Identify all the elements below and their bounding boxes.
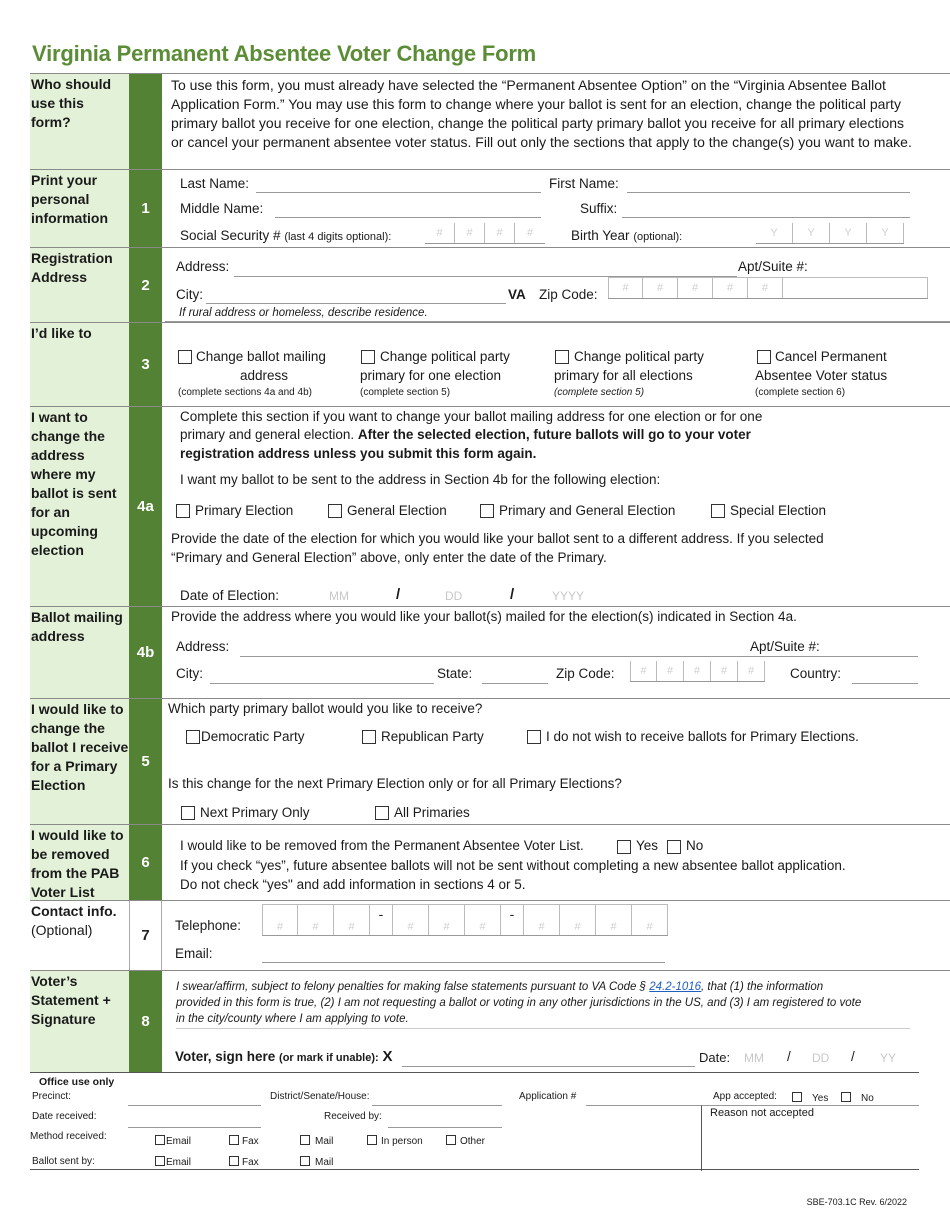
zip-input[interactable]: # # # # # xyxy=(630,661,765,682)
office-use-box xyxy=(30,1072,919,1170)
method-mail-checkbox[interactable] xyxy=(300,1135,310,1145)
remove-no-label: No xyxy=(686,838,704,853)
date-received-label: Date received: xyxy=(32,1111,97,1122)
precinct-input[interactable] xyxy=(128,1105,261,1106)
date-received-input[interactable] xyxy=(128,1127,261,1128)
suffix-input[interactable] xyxy=(622,217,910,218)
section-number: 8 xyxy=(129,971,162,1072)
section-number: 3 xyxy=(129,323,162,406)
district-input[interactable] xyxy=(372,1105,502,1106)
section-5 xyxy=(30,698,950,824)
method-email-label: Email xyxy=(166,1136,192,1147)
want-text: I want my ballot to be sent to the address in Section 4b for the following election: xyxy=(180,472,661,487)
email-input[interactable] xyxy=(262,962,665,963)
section-label: I’d like to xyxy=(30,323,129,406)
city-label: City: xyxy=(176,287,203,302)
last-name-input[interactable] xyxy=(256,192,541,193)
sent-email-label: Email xyxy=(166,1157,192,1168)
date-slash-2: / xyxy=(510,586,515,603)
opt2-text: Change political party xyxy=(380,349,510,364)
city-label: City: xyxy=(176,666,203,681)
birth-year-input[interactable]: Y Y Y Y xyxy=(756,223,904,244)
change-party-all-checkbox[interactable] xyxy=(555,350,569,364)
address-label: Address: xyxy=(176,639,230,654)
oath-divider xyxy=(176,1028,910,1029)
first-name-label: First Name: xyxy=(549,176,619,191)
opt3-note: (complete section 5) xyxy=(554,387,645,398)
change-party-one-checkbox[interactable] xyxy=(361,350,375,364)
ssn-label: Social Security # xyxy=(180,228,281,243)
sign-date-label: Date: xyxy=(699,1050,731,1065)
sign-slash-1: / xyxy=(787,1049,791,1064)
birth-year-label: Birth Year xyxy=(571,228,630,243)
section-label: Contact info. (Optional) xyxy=(30,901,129,970)
app-accepted-label: App accepted: xyxy=(713,1091,777,1102)
section-8 xyxy=(30,970,950,1072)
opt1-note: (complete sections 4a and 4b) xyxy=(178,387,312,398)
precinct-label: Precinct: xyxy=(32,1091,71,1102)
form-id-footer: SBE-703.1C Rev. 6/2022 xyxy=(806,1197,907,1207)
section-4b xyxy=(30,606,950,698)
date-slash-1: / xyxy=(396,586,401,603)
sign-month-input[interactable]: MM xyxy=(744,1051,764,1065)
democratic-label: Democratic Party xyxy=(201,729,305,744)
remove-text: I would like to be removed from the Permanent Absentee Voter List. xyxy=(180,838,584,853)
accepted-yes-label: Yes xyxy=(812,1093,829,1104)
application-num-label: Application # xyxy=(519,1091,577,1102)
method-in-person-label: In person xyxy=(381,1136,423,1147)
address-label: Address: xyxy=(176,259,230,274)
special-election-checkbox[interactable] xyxy=(711,504,725,518)
section-4a xyxy=(30,406,950,606)
month-input[interactable]: MM xyxy=(329,589,349,603)
country-label: Country: xyxy=(790,666,842,681)
sign-note: (or mark if unable): xyxy=(279,1052,379,1064)
sign-x: X xyxy=(382,1048,393,1065)
first-name-input[interactable] xyxy=(627,192,910,193)
next-primary-checkbox[interactable] xyxy=(181,806,195,820)
opt4-note: (complete section 6) xyxy=(755,387,846,398)
sign-label: Voter, sign here xyxy=(175,1049,276,1064)
intro-line-2: primary and general election. xyxy=(180,427,358,442)
city-input[interactable] xyxy=(206,303,506,304)
section-2 xyxy=(30,247,950,322)
who-description: To use this form, you must already have selected the “Permanent Absentee Option” on the “Virginia Absentee Ballot Application Form.” You may use this form to change where your ballot is sent for an election, change the political party primary ballot you receive for one election, change the political party primary ballot you receive for all primary elections or cancel your permanent absentee voter status. Fill out only the sections that apply to the change(s) you want to make. xyxy=(171,77,912,150)
method-mail-label: Mail xyxy=(315,1136,334,1147)
country-input[interactable] xyxy=(852,683,918,684)
received-by-label: Received by: xyxy=(324,1111,382,1122)
section-label: I would like to change the ballot I receive for a Primary Election xyxy=(30,699,129,824)
section-label: Print your personal information xyxy=(30,170,129,247)
opt2-note: (complete section 5) xyxy=(360,387,451,398)
telephone-input[interactable]: # # # - # # # - # # # # xyxy=(262,904,668,936)
oath-line-3: in the city/county where I am applying to vote. xyxy=(176,1013,409,1025)
provide-line-1: Provide the date of the election for which you would like your ballot sent to a different address. If you selected xyxy=(171,531,824,546)
ballot-sent-label: Ballot sent by: xyxy=(32,1156,95,1167)
ssn-input[interactable]: # # # # xyxy=(425,223,545,244)
section-number: 2 xyxy=(129,248,162,322)
zip-label: Zip Code: xyxy=(556,666,615,681)
application-num-input[interactable] xyxy=(586,1105,701,1106)
section-label: I would like to be removed from the PAB Voter List xyxy=(30,825,129,900)
all-primaries-label: All Primaries xyxy=(394,805,470,820)
middle-name-input[interactable] xyxy=(275,217,541,218)
general-election-label: General Election xyxy=(347,503,447,518)
day-input[interactable]: DD xyxy=(445,589,463,603)
section-number: 4b xyxy=(129,607,162,698)
section-label: Ballot mailing address xyxy=(30,607,129,698)
provide-line-2: “Primary and General Election” above, only enter the date of the Primary. xyxy=(171,550,607,565)
republican-label: Republican Party xyxy=(381,729,484,744)
telephone-label: Telephone: xyxy=(175,918,242,933)
section-number: 4a xyxy=(129,407,162,606)
oath-line-1: I swear/affirm, subject to felony penalties for making false statements pursuant to VA Code § 24.2-1016, that (1) the information xyxy=(176,981,824,993)
state-value: VA xyxy=(508,287,526,302)
remove-no-checkbox[interactable] xyxy=(667,840,681,854)
next-primary-label: Next Primary Only xyxy=(200,805,310,820)
apt-label: Apt/Suite #: xyxy=(750,639,820,654)
district-label: District/Senate/House: xyxy=(270,1091,370,1102)
primary-general-label: Primary and General Election xyxy=(499,503,676,518)
sent-mail-label: Mail xyxy=(315,1157,334,1168)
intro-line-1: Complete this section if you want to change your ballot mailing address for one election or for one xyxy=(180,409,763,424)
reason-label: Reason not accepted xyxy=(710,1107,814,1119)
opt3-text-2: primary for all elections xyxy=(554,368,693,383)
section-3 xyxy=(30,322,950,406)
zip-input[interactable]: # # # # # xyxy=(608,277,928,299)
all-primaries-checkbox[interactable] xyxy=(375,806,389,820)
section-number-bar xyxy=(129,74,162,169)
remove-yes-checkbox[interactable] xyxy=(617,840,631,854)
year-input[interactable]: YYYY xyxy=(552,589,585,603)
opt1-text-2: address xyxy=(240,368,289,383)
office-title: Office use only xyxy=(39,1076,115,1088)
last-name-label: Last Name: xyxy=(180,176,250,191)
remove-note: Do not check “yes" and add information in sections 4 or 5. xyxy=(180,877,526,892)
section-6 xyxy=(30,824,950,900)
intro-text: Provide the address where you would like your ballot(s) mailed for the election(s) indicated in Section 4a. xyxy=(171,609,797,624)
sign-slash-2: / xyxy=(851,1049,855,1064)
method-fax-label: Fax xyxy=(242,1136,259,1147)
city-input[interactable] xyxy=(210,683,434,684)
opt4-text: Cancel Permanent xyxy=(775,349,887,364)
method-other-checkbox[interactable] xyxy=(446,1135,456,1145)
special-election-label: Special Election xyxy=(730,503,827,518)
section-label: Registration Address xyxy=(30,248,129,322)
intro-line-2-bold: After the selected election, future ballots will go to your voter xyxy=(357,427,751,442)
primary-election-checkbox[interactable] xyxy=(176,504,190,518)
remove-warning: If you check “yes”, future absentee ballots will not be sent without completing a new absentee ballot application. xyxy=(180,858,846,873)
republican-checkbox[interactable] xyxy=(362,730,376,744)
no-primary-checkbox[interactable] xyxy=(527,730,541,744)
suffix-label: Suffix: xyxy=(580,201,618,216)
rural-note: If rural address or homeless, describe residence. xyxy=(179,307,428,319)
opt4-text-2: Absentee Voter status xyxy=(755,368,888,383)
page-title: Virginia Permanent Absentee Voter Change Form xyxy=(32,41,537,66)
section-label: I want to change the address where my ballot is sent for an upcoming election xyxy=(30,407,129,606)
state-input[interactable] xyxy=(482,683,548,684)
va-code-link[interactable]: 24.2-1016 xyxy=(649,981,702,993)
oath-line-2: provided in this form is true, (2) I am not requesting a ballot or voting in any other jurisdictions in the US, and (3) I am registered to vote xyxy=(176,997,862,1009)
section-label: Who should use this form? xyxy=(30,74,129,169)
section-number: 1 xyxy=(129,170,162,247)
sent-fax-label: Fax xyxy=(242,1157,259,1168)
question-2: Is this change for the next Primary Election only or for all Primary Elections? xyxy=(168,776,622,791)
sign-day-input[interactable]: DD xyxy=(812,1051,830,1065)
method-label: Method received: xyxy=(30,1131,107,1142)
no-primary-label: I do not wish to receive ballots for Primary Elections. xyxy=(546,729,859,744)
email-label: Email: xyxy=(175,946,213,961)
zip-label: Zip Code: xyxy=(539,287,598,302)
address-input[interactable] xyxy=(240,656,918,657)
section-number: 7 xyxy=(129,901,162,970)
primary-general-checkbox[interactable] xyxy=(480,504,494,518)
change-mailing-checkbox[interactable] xyxy=(178,350,192,364)
accepted-no-label: No xyxy=(861,1093,874,1104)
method-other-label: Other xyxy=(460,1136,486,1147)
cancel-status-checkbox[interactable] xyxy=(757,350,771,364)
section-who xyxy=(30,73,950,169)
sent-mail-checkbox[interactable] xyxy=(300,1156,310,1166)
received-by-input[interactable] xyxy=(388,1127,502,1128)
method-email-checkbox[interactable] xyxy=(155,1135,165,1145)
section-number: 5 xyxy=(129,699,162,824)
opt1-text: Change ballot mailing xyxy=(196,349,326,364)
remove-yes-label: Yes xyxy=(636,838,659,853)
question-1: Which party primary ballot would you like to receive? xyxy=(168,701,483,716)
accepted-no-checkbox[interactable] xyxy=(841,1092,851,1102)
sign-year-input[interactable]: YY xyxy=(880,1051,897,1065)
intro-line-3: registration address unless you submit this form again. xyxy=(180,446,537,461)
sent-fax-checkbox[interactable] xyxy=(229,1156,239,1166)
section-7 xyxy=(30,900,950,970)
section-1 xyxy=(30,169,950,247)
general-election-checkbox[interactable] xyxy=(328,504,342,518)
section-number: 6 xyxy=(129,825,162,900)
apt-label: Apt/Suite #: xyxy=(738,259,808,274)
section-label: Voter’s Statement + Signature xyxy=(30,971,129,1072)
date-of-election-label: Date of Election: xyxy=(180,588,280,603)
opt3-text: Change political party xyxy=(574,349,704,364)
method-in-person-checkbox[interactable] xyxy=(367,1135,377,1145)
opt2-text-2: primary for one election xyxy=(360,368,502,383)
ssn-note: (last 4 digits optional): xyxy=(284,231,392,243)
accepted-yes-checkbox[interactable] xyxy=(792,1092,802,1102)
method-fax-checkbox[interactable] xyxy=(229,1135,239,1145)
democratic-checkbox[interactable] xyxy=(186,730,200,744)
primary-election-label: Primary Election xyxy=(195,503,294,518)
state-label: State: xyxy=(437,666,473,681)
middle-name-label: Middle Name: xyxy=(180,201,264,216)
sent-email-checkbox[interactable] xyxy=(155,1156,165,1166)
birth-year-note: (optional): xyxy=(633,231,683,243)
signature-input[interactable] xyxy=(402,1066,695,1067)
